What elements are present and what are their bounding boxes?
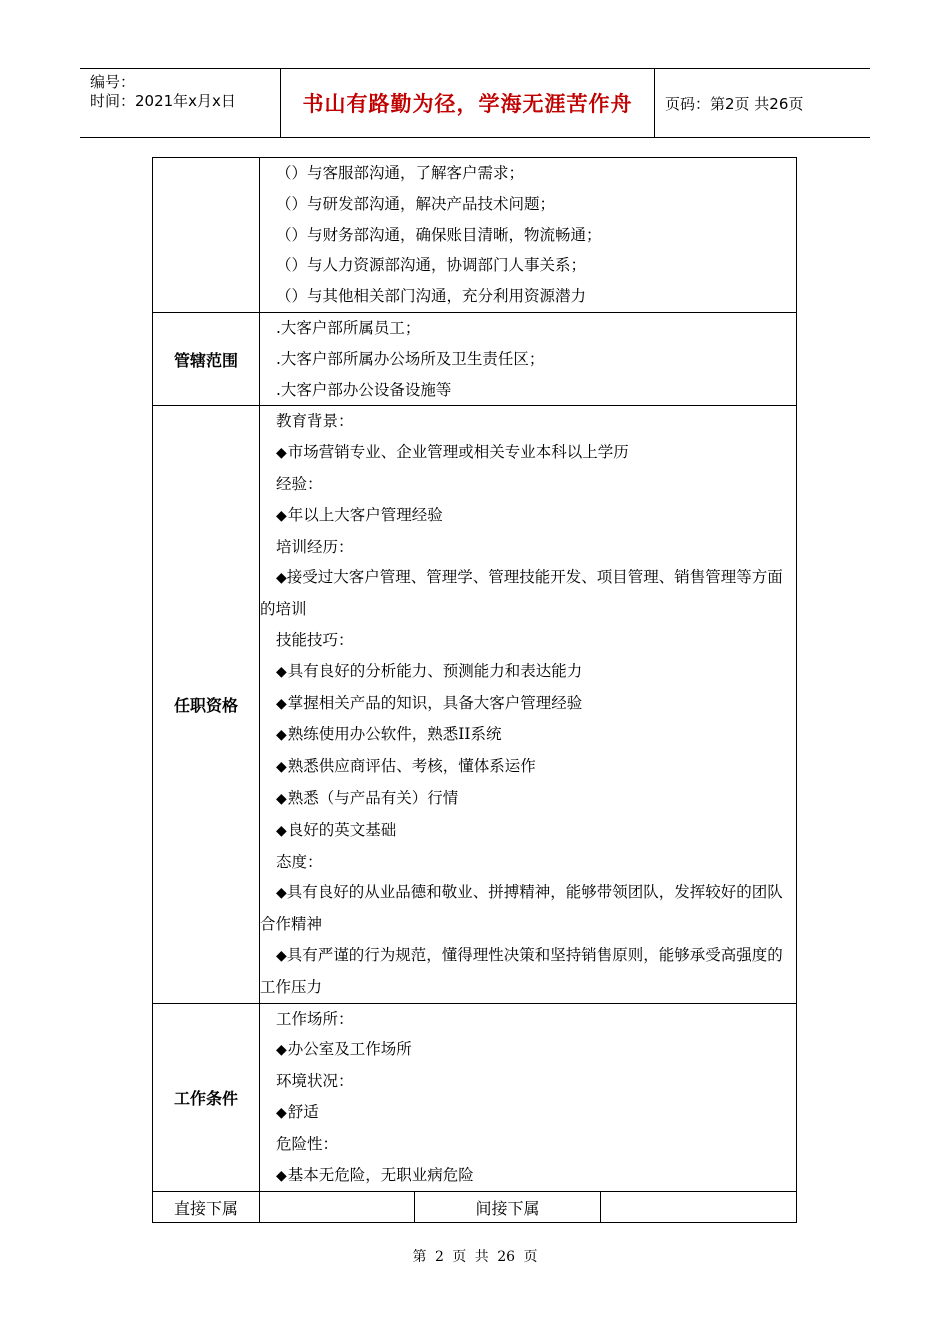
line-text: 办公室及工作场所 xyxy=(287,1040,412,1059)
header-motto: 书山有路勤为径，学海无涯苦作舟 xyxy=(281,69,655,137)
bullet-item xyxy=(260,940,796,1003)
content-line xyxy=(260,1129,796,1160)
content-line xyxy=(260,469,796,500)
section-row xyxy=(153,406,797,1003)
diamond-bullet-icon: ◆ xyxy=(276,695,287,712)
line-text: 掌握相关产品的知识，具备大客户管理经验 xyxy=(287,693,583,712)
document-time: 时间：2021年x月x日 xyxy=(90,92,236,110)
line-text: 具有良好的分析能力、预测能力和表达能力 xyxy=(287,661,583,680)
diamond-bullet-icon: ◆ xyxy=(276,1042,287,1059)
content-line xyxy=(260,625,796,656)
bullet-item xyxy=(260,1160,796,1192)
page-header xyxy=(80,68,870,138)
bullet-item xyxy=(260,719,796,751)
content-line xyxy=(260,1004,796,1035)
line-text: 年以上大客户管理经验 xyxy=(287,505,443,524)
diamond-bullet-icon: ◆ xyxy=(276,759,287,776)
content-line xyxy=(260,375,796,406)
direct-subordinates-label: 直接下属 xyxy=(153,1192,260,1223)
content-line xyxy=(260,313,796,344)
line-text: 培训经历： xyxy=(276,537,354,556)
content-line xyxy=(260,847,796,878)
document-number: 编号： xyxy=(90,73,136,91)
section-label: 管辖范围 xyxy=(153,312,260,405)
line-text: 具有良好的从业品德和敬业、拼搏精神，能够带领团队，发挥较好的团队合作精神 xyxy=(260,883,783,934)
line-text: 态度： xyxy=(276,852,323,871)
content-line xyxy=(260,220,796,251)
line-text: .大客户部所属员工； xyxy=(276,318,421,337)
bullet-item xyxy=(260,437,796,469)
section-row xyxy=(153,1003,797,1192)
section-content xyxy=(260,158,797,313)
diamond-bullet-icon: ◆ xyxy=(276,885,287,902)
diamond-bullet-icon: ◆ xyxy=(276,947,287,964)
section-content xyxy=(260,312,797,405)
line-text: 基本无危险，无职业病危险 xyxy=(287,1165,474,1184)
content-line xyxy=(260,158,796,189)
diamond-bullet-icon: ◆ xyxy=(276,570,287,587)
content-line xyxy=(260,532,796,563)
content-line xyxy=(260,189,796,220)
line-text: 经验： xyxy=(276,474,323,493)
bullet-item xyxy=(260,562,796,625)
line-text: .大客户部所属办公场所及卫生责任区； xyxy=(276,349,545,368)
line-text: 接受过大客户管理、管理学、管理技能开发、项目管理、销售管理等方面的培训 xyxy=(260,568,783,619)
line-text: 教育背景： xyxy=(276,412,354,431)
line-text: （）与人力资源部沟通，协调部门人事关系； xyxy=(276,256,587,275)
line-text: 工作场所： xyxy=(276,1009,354,1028)
diamond-bullet-icon: ◆ xyxy=(276,663,287,680)
content-line xyxy=(260,1066,796,1097)
section-label: 任职资格 xyxy=(153,406,260,1003)
line-text: 熟悉供应商评估、考核，懂体系运作 xyxy=(287,757,536,776)
diamond-bullet-icon: ◆ xyxy=(276,507,287,524)
section-row xyxy=(153,312,797,405)
bullet-item xyxy=(260,1034,796,1066)
page-footer: 第 2 页 共 26 页 xyxy=(412,1249,538,1265)
bullet-item xyxy=(260,688,796,720)
bullet-item xyxy=(260,815,796,847)
content-line xyxy=(260,344,796,375)
line-text: （）与财务部沟通，确保账目清晰，物流畅通； xyxy=(276,225,602,244)
line-text: 熟悉（与产品有关）行情 xyxy=(287,788,459,807)
section-content xyxy=(260,406,797,1003)
line-text: （）与客服部沟通，了解客户需求； xyxy=(276,164,525,182)
bullet-item xyxy=(260,877,796,940)
bullet-item xyxy=(260,656,796,688)
line-text: .大客户部办公设备设施等 xyxy=(276,380,452,399)
line-text: 熟练使用办公软件，熟悉II系统 xyxy=(287,725,502,744)
section-label xyxy=(153,158,260,313)
sections-body xyxy=(153,158,797,1192)
line-text: 危险性： xyxy=(276,1134,339,1153)
content-line xyxy=(260,250,796,281)
diamond-bullet-icon: ◆ xyxy=(276,822,287,839)
indirect-subordinates-value xyxy=(601,1192,797,1223)
diamond-bullet-icon: ◆ xyxy=(276,790,287,807)
section-row xyxy=(153,158,797,313)
header-meta xyxy=(80,69,281,137)
line-text: （）与其他相关部门沟通，充分利用资源潜力 xyxy=(276,287,587,306)
direct-subordinates-value xyxy=(260,1192,415,1223)
header-page-info: 页码：第2页 共26页 xyxy=(665,94,804,113)
bullet-item xyxy=(260,783,796,815)
line-text: 技能技巧： xyxy=(276,630,354,649)
diamond-bullet-icon: ◆ xyxy=(276,445,287,462)
bullet-item xyxy=(260,751,796,783)
bullet-item xyxy=(260,500,796,532)
diamond-bullet-icon: ◆ xyxy=(276,1104,287,1121)
diamond-bullet-icon: ◆ xyxy=(276,1167,287,1184)
indirect-subordinates-label: 间接下属 xyxy=(415,1192,601,1223)
line-text: 环境状况： xyxy=(276,1072,354,1091)
bullet-item xyxy=(260,1097,796,1129)
line-text: 具有严谨的行为规范，懂得理性决策和坚持销售原则，能够承受高强度的工作压力 xyxy=(260,945,783,996)
section-content xyxy=(260,1003,797,1192)
job-description-table xyxy=(152,157,797,1223)
content-line xyxy=(260,281,796,312)
section-label: 工作条件 xyxy=(153,1003,260,1192)
diamond-bullet-icon: ◆ xyxy=(276,727,287,744)
content-line xyxy=(260,406,796,437)
line-text: 良好的英文基础 xyxy=(287,820,397,839)
subordinates-row xyxy=(153,1192,797,1223)
line-text: 市场营销专业、企业管理或相关专业本科以上学历 xyxy=(287,443,629,462)
line-text: 舒适 xyxy=(287,1102,319,1121)
line-text: （）与研发部沟通，解决产品技术问题； xyxy=(276,194,556,213)
